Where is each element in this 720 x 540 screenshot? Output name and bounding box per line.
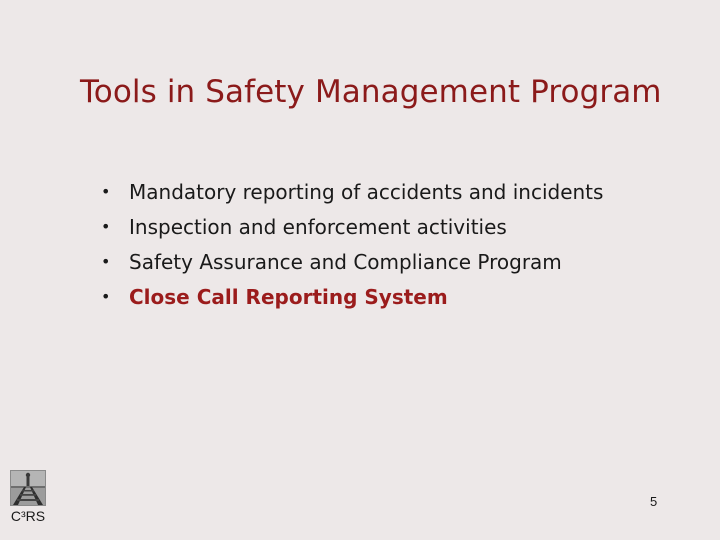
page-number: 5 [650, 494, 658, 509]
bullet-text: Inspection and enforcement activities [129, 215, 507, 239]
bullet-text-highlighted: Close Call Reporting System [129, 285, 448, 309]
bullet-icon: • [101, 217, 111, 236]
railroad-track-icon [10, 470, 46, 506]
logo-text: C³RS [10, 508, 46, 524]
slide-title: Tools in Safety Management Program [80, 74, 662, 110]
bullet-icon: • [101, 252, 111, 271]
bullet-icon: • [101, 182, 111, 201]
c3rs-logo [8, 470, 48, 526]
bullet-text: Safety Assurance and Compliance Program [129, 250, 562, 274]
bullet-icon: • [101, 287, 111, 306]
bullet-text: Mandatory reporting of accidents and incidents [129, 180, 604, 204]
